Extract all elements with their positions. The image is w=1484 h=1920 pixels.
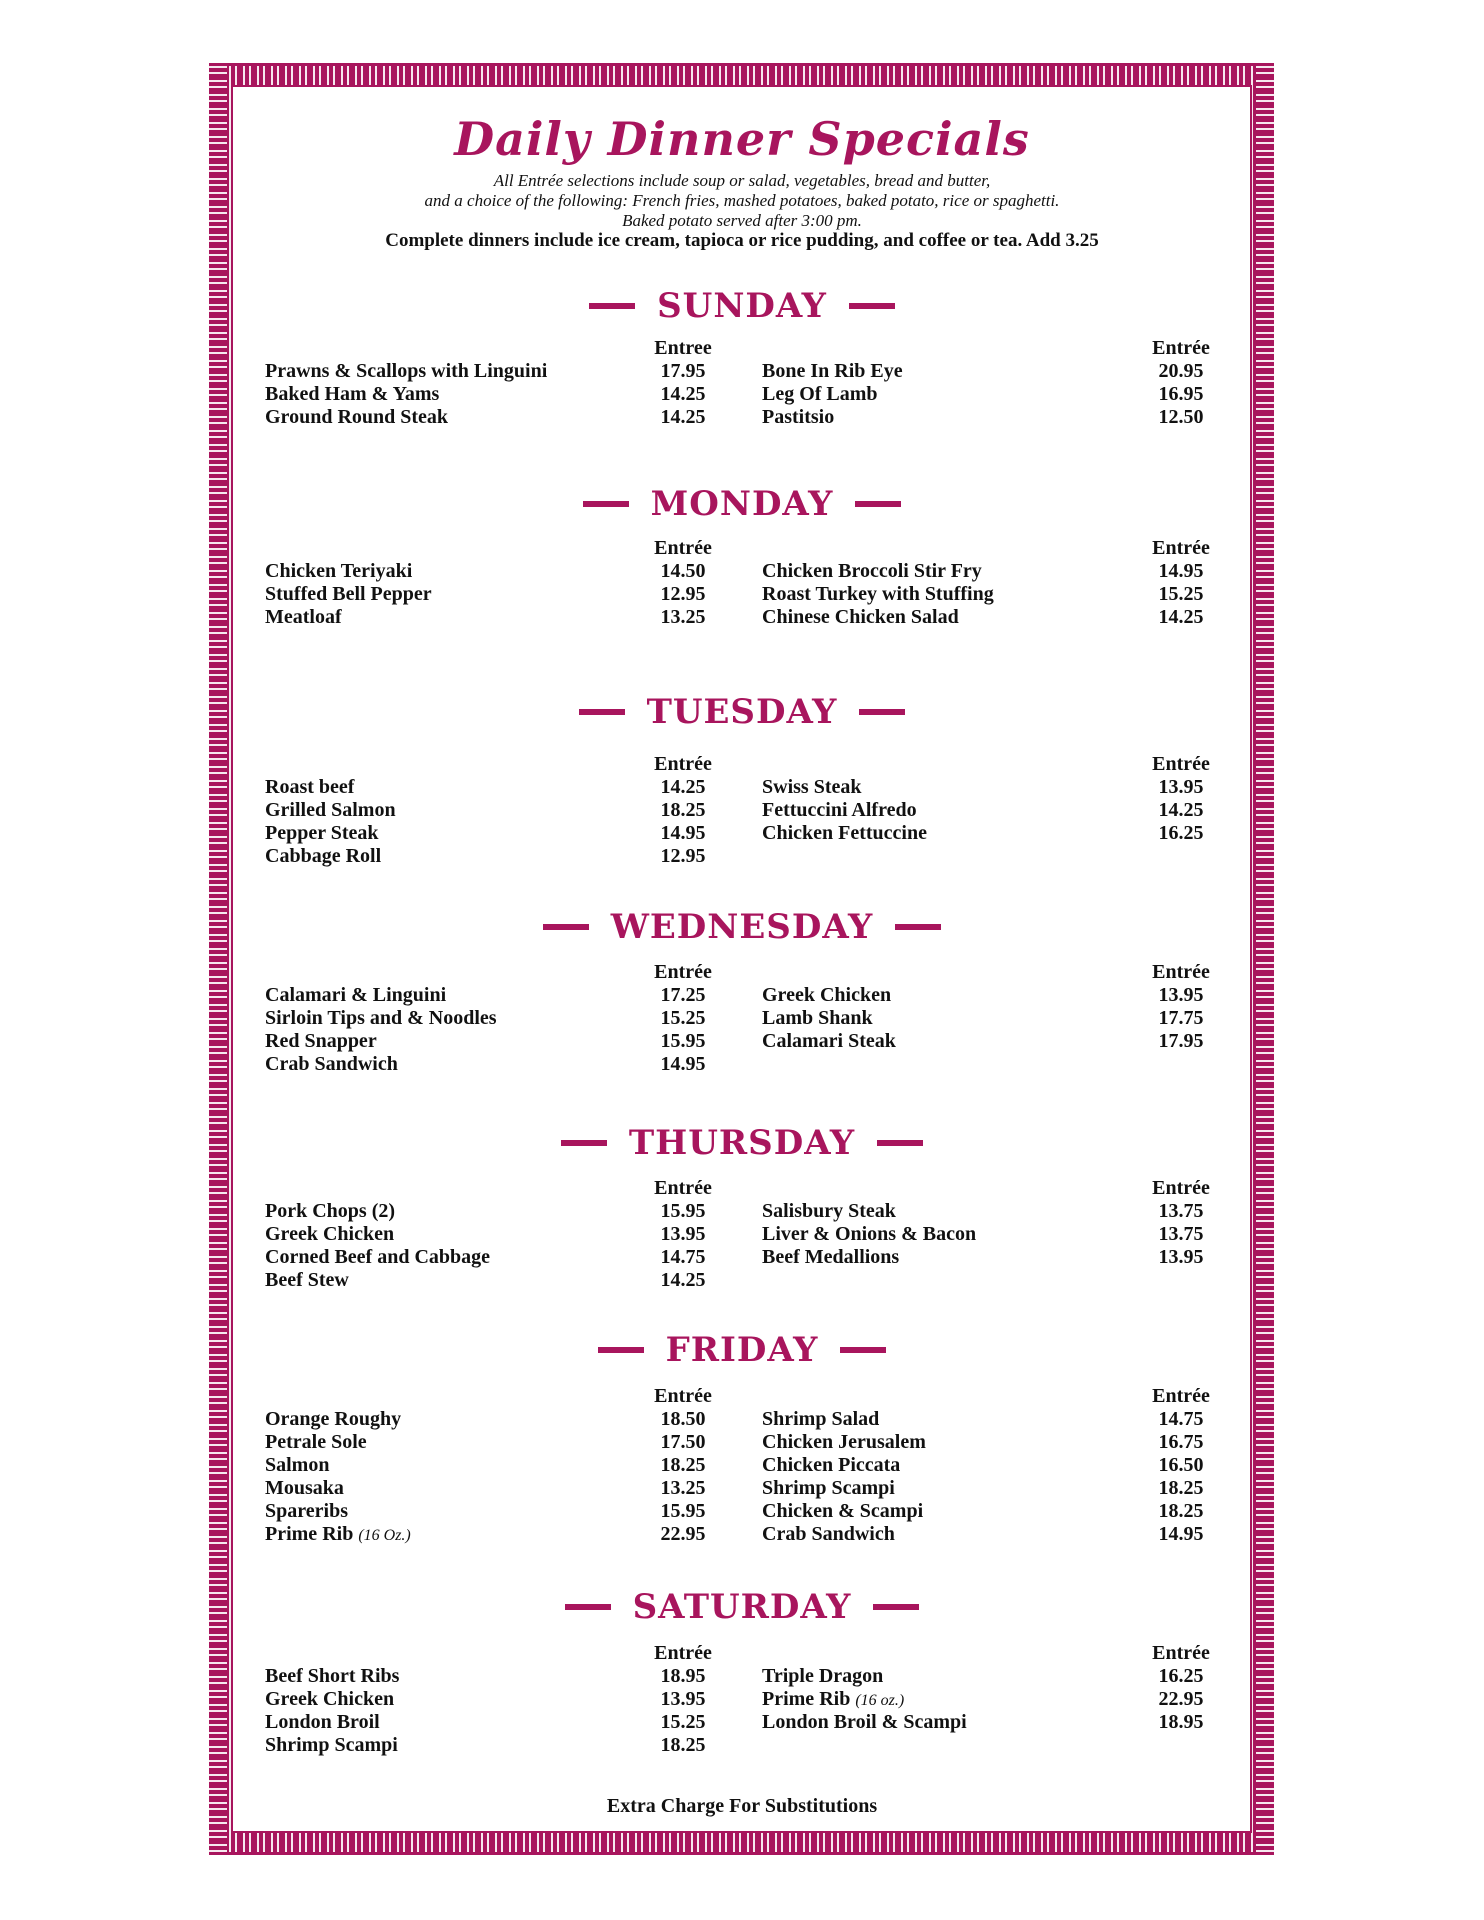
heading-dash-left xyxy=(543,924,589,930)
item-name: Prime Rib xyxy=(762,1688,851,1710)
item-name: Calamari Steak xyxy=(762,1030,896,1052)
menu-price: 13.75 xyxy=(1158,1200,1204,1222)
menu-item xyxy=(762,1665,1142,1688)
item-name: Chicken Teriyaki xyxy=(265,560,413,582)
menu-item xyxy=(265,560,645,583)
column-header xyxy=(265,537,645,560)
friday-left-items xyxy=(265,1385,645,1546)
menu-price: 18.25 xyxy=(660,1454,706,1476)
item-name: Ground Round Steak xyxy=(265,406,449,428)
menu-price: 15.95 xyxy=(660,1200,706,1222)
heading-dash-right xyxy=(840,1347,886,1353)
heading-dash-left xyxy=(589,303,635,309)
tuesday-left-prices xyxy=(643,753,723,868)
menu-price: 12.95 xyxy=(660,845,706,867)
column-header xyxy=(265,961,645,984)
day-name: SATURDAY xyxy=(632,1587,852,1627)
item-name: Fettuccini Alfredo xyxy=(762,799,917,821)
menu-price: 16.95 xyxy=(1158,383,1204,405)
menu-item xyxy=(265,606,645,629)
menu-price: 17.95 xyxy=(660,360,706,382)
column-header: Entrée xyxy=(1152,1177,1210,1199)
day-heading-thursday xyxy=(0,1123,1484,1163)
item-name: Petrale Sole xyxy=(265,1431,367,1453)
column-header: Entrée xyxy=(654,1385,712,1407)
menu-price: 13.95 xyxy=(660,1223,706,1245)
intro-line-3: Baked potato served after 3:00 pm. xyxy=(622,211,862,230)
menu-price: 15.95 xyxy=(660,1500,706,1522)
menu-price: 13.95 xyxy=(1158,1246,1204,1268)
day-heading-friday xyxy=(0,1330,1484,1370)
substitution-note: Extra Charge For Substitutions xyxy=(606,1795,878,1817)
menu-item xyxy=(265,360,645,383)
menu-price: 17.25 xyxy=(660,984,706,1006)
menu-price: 14.95 xyxy=(660,1053,706,1075)
column-header: Entrée xyxy=(1152,961,1210,983)
thursday-right-prices xyxy=(1141,1177,1221,1269)
menu-item xyxy=(762,984,1142,1007)
menu-item xyxy=(762,1030,1142,1053)
item-name: Stuffed Bell Pepper xyxy=(265,583,432,605)
sunday-right-prices xyxy=(1141,337,1221,429)
menu-price: 13.95 xyxy=(1158,776,1204,798)
heading-dash-left xyxy=(565,1604,611,1610)
column-header: Entrée xyxy=(1152,537,1210,559)
menu-price: 14.25 xyxy=(1158,606,1204,628)
item-name: Grilled Salmon xyxy=(265,799,396,821)
item-name: Shrimp Scampi xyxy=(762,1477,895,1499)
menu-price: 18.95 xyxy=(1158,1711,1204,1733)
complete-dinner-note: Complete dinners include ice cream, tapioca or rice pudding, and coffee or tea. Add 3.25 xyxy=(385,230,1099,251)
saturday-left-prices xyxy=(643,1642,723,1757)
item-name: Roast beef xyxy=(265,776,355,798)
item-name: Greek Chicken xyxy=(265,1223,395,1245)
day-name: TUESDAY xyxy=(646,692,838,732)
menu-item xyxy=(265,583,645,606)
menu-item xyxy=(762,360,1142,383)
menu-item xyxy=(762,1500,1142,1523)
item-name: Beef Medallions xyxy=(762,1246,900,1268)
column-header: Entree xyxy=(654,337,712,359)
menu-price: 12.95 xyxy=(660,583,706,605)
item-name: Red Snapper xyxy=(265,1030,377,1052)
heading-dash-right xyxy=(855,501,901,507)
item-name: Corned Beef and Cabbage xyxy=(265,1246,491,1268)
heading-dash-left xyxy=(598,1347,644,1353)
menu-item xyxy=(265,1408,645,1431)
thursday-left-prices xyxy=(643,1177,723,1292)
column-header xyxy=(762,961,1142,984)
menu-item xyxy=(265,383,645,406)
day-name: THURSDAY xyxy=(628,1123,856,1163)
heading-dash-right xyxy=(895,924,941,930)
day-name: WEDNESDAY xyxy=(610,907,874,947)
menu-price: 14.95 xyxy=(1158,560,1204,582)
wednesday-left-items xyxy=(265,961,645,1076)
day-name: MONDAY xyxy=(650,484,834,524)
column-header: Entrée xyxy=(1152,1642,1210,1664)
menu-price: 15.25 xyxy=(660,1007,706,1029)
menu-item xyxy=(762,560,1142,583)
day-name: SUNDAY xyxy=(657,286,827,326)
menu-price: 20.95 xyxy=(1158,360,1204,382)
item-name: Meatloaf xyxy=(265,606,342,628)
menu-item xyxy=(265,845,645,868)
column-header xyxy=(265,1177,645,1200)
item-name: Salisbury Steak xyxy=(762,1200,896,1222)
menu-item xyxy=(265,1711,645,1734)
column-header xyxy=(265,1642,645,1665)
menu-item xyxy=(762,1246,1142,1269)
saturday-right-items xyxy=(762,1642,1142,1734)
menu-price: 22.95 xyxy=(1158,1688,1204,1710)
menu-item xyxy=(762,822,1142,845)
menu-item xyxy=(762,1711,1142,1734)
menu-price: 14.25 xyxy=(660,776,706,798)
menu-price: 16.50 xyxy=(1158,1454,1204,1476)
menu-price: 13.95 xyxy=(1158,984,1204,1006)
day-heading-saturday xyxy=(0,1587,1484,1627)
menu-price: 15.95 xyxy=(660,1030,706,1052)
menu-price: 16.25 xyxy=(1158,1665,1204,1687)
item-name: Spareribs xyxy=(265,1500,348,1522)
sunday-left-prices xyxy=(643,337,723,429)
column-header xyxy=(762,537,1142,560)
menu-price: 16.75 xyxy=(1158,1431,1204,1453)
item-name: Greek Chicken xyxy=(265,1688,395,1710)
heading-dash-right xyxy=(849,303,895,309)
tuesday-right-items xyxy=(762,753,1142,845)
friday-left-prices xyxy=(643,1385,723,1546)
tuesday-left-items xyxy=(265,753,645,868)
menu-price: 14.25 xyxy=(1158,799,1204,821)
thursday-left-items xyxy=(265,1177,645,1292)
menu-item xyxy=(762,1431,1142,1454)
item-name: Leg Of Lamb xyxy=(762,383,878,405)
column-header: Entrée xyxy=(654,1177,712,1199)
menu-price: 16.25 xyxy=(1158,822,1204,844)
item-name: Cabbage Roll xyxy=(265,845,382,867)
item-name: Shrimp Scampi xyxy=(265,1734,398,1756)
item-name: Roast Turkey with Stuffing xyxy=(762,583,994,605)
item-name: Pork Chops (2) xyxy=(265,1200,396,1222)
menu-item xyxy=(265,822,645,845)
sunday-right-items xyxy=(762,337,1142,429)
day-heading-tuesday xyxy=(0,692,1484,732)
menu-price: 18.50 xyxy=(660,1408,706,1430)
item-name: Salmon xyxy=(265,1454,330,1476)
item-name: Baked Ham & Yams xyxy=(265,383,440,405)
monday-right-items xyxy=(762,537,1142,629)
monday-left-prices xyxy=(643,537,723,629)
sunday-left-items xyxy=(265,337,645,429)
item-name: London Broil & Scampi xyxy=(762,1711,967,1733)
column-header xyxy=(762,1385,1142,1408)
menu-price: 14.50 xyxy=(660,560,706,582)
column-header: Entrée xyxy=(654,753,712,775)
menu-price: 17.75 xyxy=(1158,1007,1204,1029)
menu-item xyxy=(762,1688,1142,1711)
menu-item xyxy=(265,1200,645,1223)
column-header xyxy=(762,753,1142,776)
menu-item xyxy=(265,799,645,822)
menu-item xyxy=(265,1431,645,1454)
menu-price: 15.25 xyxy=(1158,583,1204,605)
menu-price: 17.50 xyxy=(660,1431,706,1453)
menu-item xyxy=(265,1734,645,1757)
item-name: Sirloin Tips and & Noodles xyxy=(265,1007,497,1029)
thursday-right-items xyxy=(762,1177,1142,1269)
item-name: Pepper Steak xyxy=(265,822,379,844)
day-heading-monday xyxy=(0,484,1484,524)
item-name: Crab Sandwich xyxy=(265,1053,398,1075)
wednesday-left-prices xyxy=(643,961,723,1076)
saturday-left-items xyxy=(265,1642,645,1757)
menu-price: 14.25 xyxy=(660,383,706,405)
item-name: Triple Dragon xyxy=(762,1665,884,1687)
column-header xyxy=(762,1642,1142,1665)
column-header xyxy=(762,337,1142,360)
item-name: Mousaka xyxy=(265,1477,344,1499)
menu-item xyxy=(265,1523,645,1546)
friday-right-prices xyxy=(1141,1385,1221,1546)
heading-dash-left xyxy=(583,501,629,507)
menu-item xyxy=(265,1665,645,1688)
day-heading-wednesday xyxy=(0,907,1484,947)
heading-dash-left xyxy=(579,709,625,715)
menu-item xyxy=(762,1454,1142,1477)
page-title: Daily Dinner Specials xyxy=(454,112,1030,166)
menu-price: 15.25 xyxy=(660,1711,706,1733)
menu-item xyxy=(762,583,1142,606)
column-header: Entrée xyxy=(654,961,712,983)
menu-price: 14.75 xyxy=(1158,1408,1204,1430)
item-name: Prawns & Scallops with Linguini xyxy=(265,360,548,382)
item-name: Chicken & Scampi xyxy=(762,1500,924,1522)
menu-item xyxy=(762,1200,1142,1223)
column-header xyxy=(265,753,645,776)
menu-price: 17.95 xyxy=(1158,1030,1204,1052)
column-header xyxy=(265,337,645,360)
item-portion-note: (16 Oz.) xyxy=(358,1527,411,1544)
item-name: Prime Rib xyxy=(265,1523,354,1545)
intro-line-1: All Entrée selections include soup or salad, vegetables, bread and butter, xyxy=(493,171,991,190)
column-header: Entrée xyxy=(1152,753,1210,775)
item-name: Greek Chicken xyxy=(762,984,892,1006)
friday-right-items xyxy=(762,1385,1142,1546)
item-name: Chicken Fettuccine xyxy=(762,822,927,844)
menu-price: 14.95 xyxy=(660,822,706,844)
menu-item xyxy=(265,1688,645,1711)
menu-price: 18.95 xyxy=(660,1665,706,1687)
menu-item xyxy=(762,406,1142,429)
item-name: Swiss Steak xyxy=(762,776,862,798)
menu-item xyxy=(762,383,1142,406)
menu-price: 12.50 xyxy=(1158,406,1204,428)
monday-right-prices xyxy=(1141,537,1221,629)
heading-dash-right xyxy=(859,709,905,715)
column-header: Entrée xyxy=(654,537,712,559)
menu-item xyxy=(265,984,645,1007)
menu-price: 18.25 xyxy=(660,799,706,821)
wednesday-right-items xyxy=(762,961,1142,1053)
menu-price: 22.95 xyxy=(660,1523,706,1545)
column-header: Entrée xyxy=(1152,1385,1210,1407)
menu-price: 13.75 xyxy=(1158,1223,1204,1245)
menu-item xyxy=(265,1053,645,1076)
menu-price: 14.25 xyxy=(660,1269,706,1291)
menu-item xyxy=(265,406,645,429)
heading-dash-left xyxy=(561,1140,607,1146)
menu-price: 18.25 xyxy=(660,1734,706,1756)
item-name: Chicken Broccoli Stir Fry xyxy=(762,560,982,582)
item-name: Chinese Chicken Salad xyxy=(762,606,959,628)
wednesday-right-prices xyxy=(1141,961,1221,1053)
menu-price: 13.25 xyxy=(660,606,706,628)
menu-item xyxy=(265,1500,645,1523)
day-heading-sunday xyxy=(0,286,1484,326)
column-header xyxy=(265,1385,645,1408)
column-header: Entrée xyxy=(654,1642,712,1664)
menu-item xyxy=(265,1030,645,1053)
column-header xyxy=(762,1177,1142,1200)
item-name: Pastitsio xyxy=(762,406,835,428)
day-name: FRIDAY xyxy=(665,1330,819,1370)
menu-item xyxy=(762,1007,1142,1030)
menu-price: 13.95 xyxy=(660,1688,706,1710)
menu-item xyxy=(265,1477,645,1500)
item-name: Orange Roughy xyxy=(265,1408,402,1430)
heading-dash-right xyxy=(877,1140,923,1146)
item-name: London Broil xyxy=(265,1711,380,1733)
menu-item xyxy=(762,1223,1142,1246)
item-name: Liver & Onions & Bacon xyxy=(762,1223,977,1245)
menu-item xyxy=(762,776,1142,799)
item-name: Lamb Shank xyxy=(762,1007,873,1029)
item-portion-note: (16 oz.) xyxy=(855,1692,905,1709)
menu-item xyxy=(762,606,1142,629)
menu-price: 14.95 xyxy=(1158,1523,1204,1545)
menu-item xyxy=(265,1223,645,1246)
item-name: Chicken Piccata xyxy=(762,1454,901,1476)
menu-price: 14.25 xyxy=(660,406,706,428)
monday-left-items xyxy=(265,537,645,629)
menu-item xyxy=(762,799,1142,822)
menu-item xyxy=(265,1246,645,1269)
item-name: Beef Short Ribs xyxy=(265,1665,400,1687)
tuesday-right-prices xyxy=(1141,753,1221,845)
menu-price: 18.25 xyxy=(1158,1477,1204,1499)
intro-line-2: and a choice of the following: French fries, mashed potatoes, baked potato, rice or spaghetti. xyxy=(424,191,1060,210)
item-name: Calamari & Linguini xyxy=(265,984,447,1006)
menu-item xyxy=(762,1408,1142,1431)
menu-item xyxy=(265,1454,645,1477)
menu-item xyxy=(762,1477,1142,1500)
item-name: Chicken Jerusalem xyxy=(762,1431,926,1453)
item-name: Shrimp Salad xyxy=(762,1408,880,1430)
item-name: Bone In Rib Eye xyxy=(762,360,903,382)
menu-item xyxy=(762,1523,1142,1546)
menu-item xyxy=(265,1269,645,1292)
menu-price: 13.25 xyxy=(660,1477,706,1499)
item-name: Crab Sandwich xyxy=(762,1523,895,1545)
column-header: Entrée xyxy=(1152,337,1210,359)
item-name: Beef Stew xyxy=(265,1269,349,1291)
menu-price: 14.75 xyxy=(660,1246,706,1268)
menu-price: 18.25 xyxy=(1158,1500,1204,1522)
menu-item xyxy=(265,1007,645,1030)
menu-item xyxy=(265,776,645,799)
heading-dash-right xyxy=(873,1604,919,1610)
saturday-right-prices xyxy=(1141,1642,1221,1734)
